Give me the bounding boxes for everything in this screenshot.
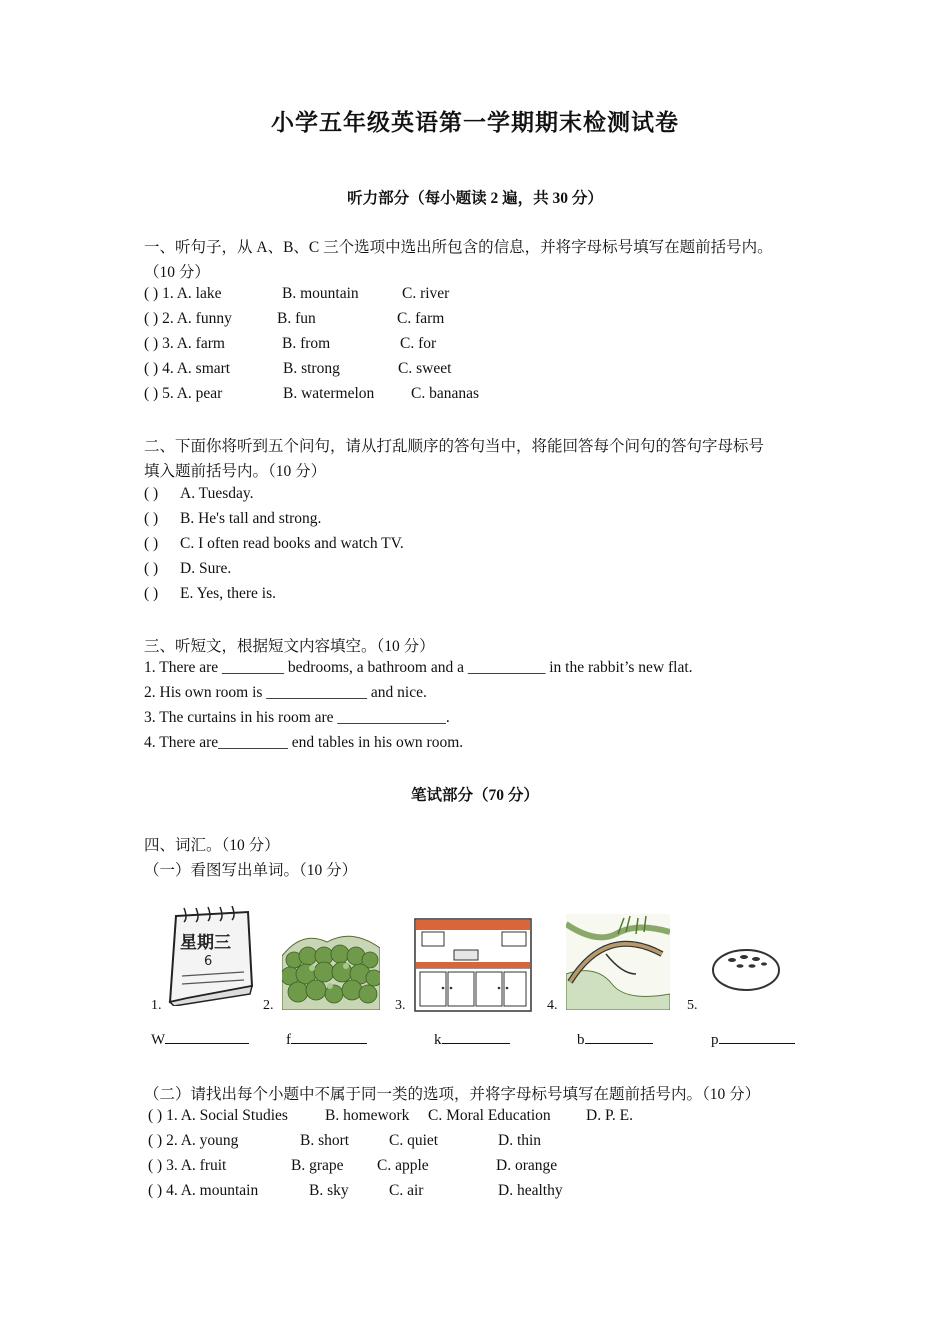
option-d: D. thin bbox=[498, 1132, 542, 1149]
forest-icon bbox=[282, 926, 380, 1010]
bread-icon bbox=[710, 946, 782, 994]
picture-number: 1. bbox=[151, 998, 162, 1013]
option-b: B. mountain bbox=[282, 285, 359, 302]
option-c: C. quiet bbox=[389, 1132, 439, 1149]
s3-item: 4. There are_________ end tables in his own room. bbox=[144, 734, 464, 751]
kitchen-icon bbox=[414, 918, 532, 1012]
s4-sub1: （一）看图写出单词。（10 分） bbox=[144, 862, 358, 879]
option-d: D. P. E. bbox=[586, 1107, 633, 1124]
answer-text: E. Yes, there is. bbox=[180, 585, 277, 602]
s3-instruction: 三、听短文，根据短文内容填空。（10 分） bbox=[144, 638, 435, 655]
listening-header: 听力部分（每小题读 2 遍，共 30 分） bbox=[347, 190, 603, 207]
question-stem: ( ) 2. A. young bbox=[148, 1132, 239, 1149]
answer-text: A. Tuesday. bbox=[180, 485, 254, 502]
answer-text: D. Sure. bbox=[180, 560, 232, 577]
option-c: C. for bbox=[400, 335, 437, 352]
question-stem: ( ) 4. A. mountain bbox=[148, 1182, 259, 1199]
answer-blank[interactable] bbox=[434, 1029, 510, 1049]
option-c: C. farm bbox=[397, 310, 445, 327]
answer-blank[interactable] bbox=[577, 1029, 653, 1049]
calendar-date: 6 bbox=[204, 954, 213, 969]
blank-letter: W bbox=[151, 1032, 166, 1048]
question-stem: ( ) 1. A. Social Studies bbox=[148, 1107, 288, 1124]
option-b: B. homework bbox=[325, 1107, 410, 1124]
picture-number: 2. bbox=[263, 998, 274, 1013]
option-c: C. Moral Education bbox=[428, 1107, 551, 1124]
bridge-icon bbox=[566, 914, 670, 1010]
page-title: 小学五年级英语第一学期期末检测试卷 bbox=[271, 110, 679, 135]
writing-header: 笔试部分（70 分） bbox=[411, 787, 539, 804]
answer-text: B. He's tall and strong. bbox=[180, 510, 322, 527]
blank-letter: b bbox=[577, 1032, 585, 1048]
option-c: C. bananas bbox=[411, 385, 480, 402]
s3-item: 3. The curtains in his room are ______________. bbox=[144, 709, 450, 726]
question-stem: ( ) 2. A. funny bbox=[144, 310, 232, 327]
question-stem: ( ) 3. A. farm bbox=[144, 335, 225, 352]
blank-letter: k bbox=[434, 1032, 442, 1048]
answer-paren: ( ) bbox=[144, 585, 159, 602]
question-stem: ( ) 1. A. lake bbox=[144, 285, 222, 302]
s3-item: 1. There are ________ bedrooms, a bathroom and a __________ in the rabbit’s new flat. bbox=[144, 659, 693, 676]
option-b: B. short bbox=[300, 1132, 350, 1149]
picture-number: 5. bbox=[687, 998, 698, 1013]
option-d: D. orange bbox=[496, 1157, 558, 1174]
option-c: C. air bbox=[389, 1182, 424, 1199]
answer-paren: ( ) bbox=[144, 535, 159, 552]
option-c: C. sweet bbox=[398, 360, 452, 377]
option-d: D. healthy bbox=[498, 1182, 563, 1199]
answer-paren: ( ) bbox=[144, 485, 159, 502]
option-c: C. river bbox=[402, 285, 450, 302]
answer-blank[interactable] bbox=[286, 1029, 367, 1049]
question-stem: ( ) 3. A. fruit bbox=[148, 1157, 227, 1174]
s1-instruction: 一、听句子，从 A、B、C 三个选项中选出所包含的信息，并将字母标号填写在题前括号内。 bbox=[144, 239, 773, 256]
s4-instruction: 四、词汇。（10 分） bbox=[144, 837, 280, 854]
question-stem: ( ) 4. A. smart bbox=[144, 360, 231, 377]
answer-blank[interactable] bbox=[711, 1029, 795, 1049]
option-b: B. grape bbox=[291, 1157, 344, 1174]
option-b: B. sky bbox=[309, 1182, 349, 1199]
blank-letter: p bbox=[711, 1032, 719, 1048]
s2-instruction-cont: 填入题前括号内。（10 分） bbox=[144, 463, 327, 480]
calendar-icon bbox=[158, 906, 258, 1006]
option-b: B. watermelon bbox=[283, 385, 375, 402]
option-b: B. strong bbox=[283, 360, 340, 377]
s2-instruction: 二、下面你将听到五个问句，请从打乱顺序的答句当中，将能回答每个问句的答句字母标号 bbox=[144, 438, 765, 455]
picture-number: 3. bbox=[395, 998, 406, 1013]
answer-paren: ( ) bbox=[144, 560, 159, 577]
blank-letter: f bbox=[286, 1032, 291, 1048]
s1-points: （10 分） bbox=[144, 264, 210, 281]
answer-text: C. I often read books and watch TV. bbox=[180, 535, 404, 552]
option-c: C. apple bbox=[377, 1157, 429, 1174]
picture-number: 4. bbox=[547, 998, 558, 1013]
option-b: B. fun bbox=[277, 310, 316, 327]
s4-sub2: （二）请找出每个小题中不属于同一类的选项，并将字母标号填写在题前括号内。（10 分） bbox=[144, 1086, 761, 1103]
question-stem: ( ) 5. A. pear bbox=[144, 385, 223, 402]
s3-item: 2. His own room is _____________ and nice. bbox=[144, 684, 427, 701]
answer-blank[interactable] bbox=[151, 1029, 249, 1049]
option-b: B. from bbox=[282, 335, 331, 352]
answer-paren: ( ) bbox=[144, 510, 159, 527]
calendar-day-label: 星期三 bbox=[180, 933, 231, 953]
